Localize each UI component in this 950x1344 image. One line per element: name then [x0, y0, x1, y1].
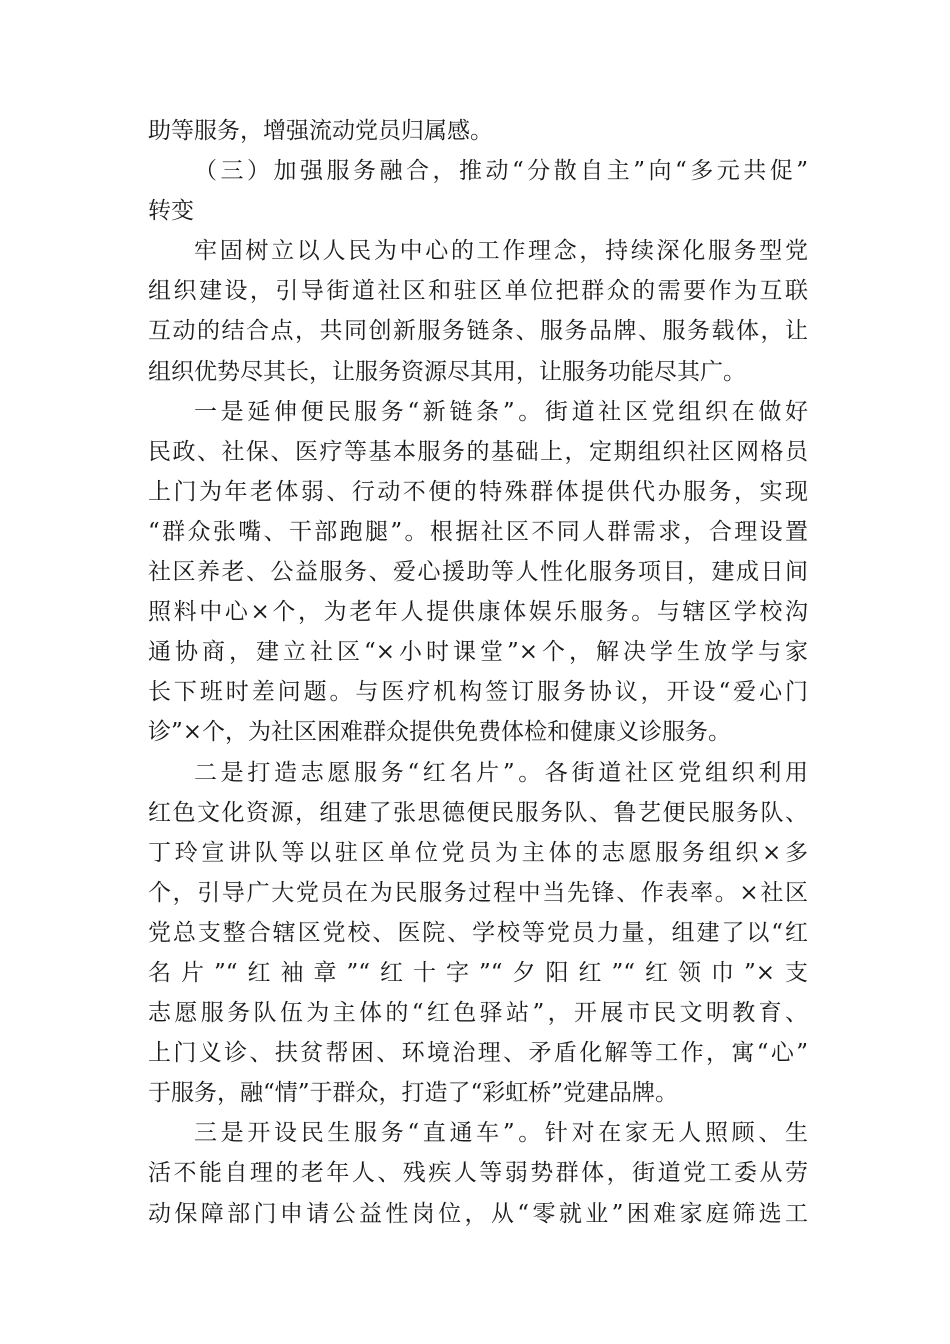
text-line: 动保障部门申请公益性岗位，从“零就业”困难家庭筛选工 [148, 1200, 808, 1227]
text-line: 组织建设，引导街道社区和驻区单位把群众的需要作为互联 [148, 278, 808, 305]
text-line: 党总支整合辖区党校、医院、学校等党员力量，组建了以“红 [148, 919, 808, 946]
text-line: 社区养老、公益服务、爱心援助等人性化服务项目，建成日间 [148, 559, 808, 586]
document-body [148, 111, 808, 1234]
text-line: 互动的结合点，共同创新服务链条、服务品牌、服务载体，让 [148, 318, 808, 345]
text-line: 民政、社保、医疗等基本服务的基础上，定期组织社区网格员 [148, 438, 808, 465]
text-line: 组织优势尽其长，让服务资源尽其用，让服务功能尽其广。 [148, 358, 746, 385]
paragraph-first-line: 二是打造志愿服务“红名片”。各街道社区党组织利用 [194, 759, 808, 786]
text-line: 个，引导广大党员在为民服务过程中当先锋、作表率。×社区 [148, 879, 808, 906]
text-line: 上门为年老体弱、行动不便的特殊群体提供代办服务，实现 [148, 478, 808, 505]
text-line: 红色文化资源，组建了张思德便民服务队、鲁艺便民服务队、 [148, 799, 808, 826]
text-line: 丁玲宣讲队等以驻区单位党员为主体的志愿服务组织×多 [148, 839, 808, 866]
text-line: 照料中心×个，为老年人提供康体娱乐服务。与辖区学校沟 [148, 599, 808, 626]
text-line: 活不能自理的老年人、残疾人等弱势群体，街道党工委从劳 [148, 1160, 808, 1187]
text-line: 于服务，融“情”于群众，打造了“彩虹桥”党建品牌。 [148, 1080, 679, 1107]
text-line: 名片”“红袖章”“红十字”“夕阳红”“红领巾”×支 [148, 959, 808, 986]
text-line: 通协商，建立社区“×小时课堂”×个，解决学生放学与家 [148, 639, 808, 666]
paragraph-first-line: 三是开设民生服务“直通车”。针对在家无人照顾、生 [194, 1120, 808, 1147]
text-line: 长下班时差问题。与医疗机构签订服务协议，开设“爱心门 [148, 679, 808, 706]
text-line: 上门义诊、扶贫帮困、环境治理、矛盾化解等工作，寓“心” [148, 1040, 808, 1067]
text-line: “群众张嘴、干部跑腿”。根据社区不同人群需求，合理设置 [148, 518, 808, 545]
section-heading: （三）加强服务融合，推动“分散自主”向“多元共促” [194, 158, 808, 185]
paragraph-first-line: 牢固树立以人民为中心的工作理念，持续深化服务型党 [194, 238, 808, 265]
text-line: 志愿服务队伍为主体的“红色驿站”，开展市民文明教育、 [148, 1000, 808, 1027]
paragraph-first-line: 一是延伸便民服务“新链条”。街道社区党组织在做好 [194, 398, 808, 425]
text-line: 助等服务，增强流动党员归属感。 [148, 118, 493, 144]
section-heading-continuation: 转变 [148, 198, 194, 225]
text-line: 诊”×个，为社区困难群众提供免费体检和健康义诊服务。 [148, 719, 732, 746]
